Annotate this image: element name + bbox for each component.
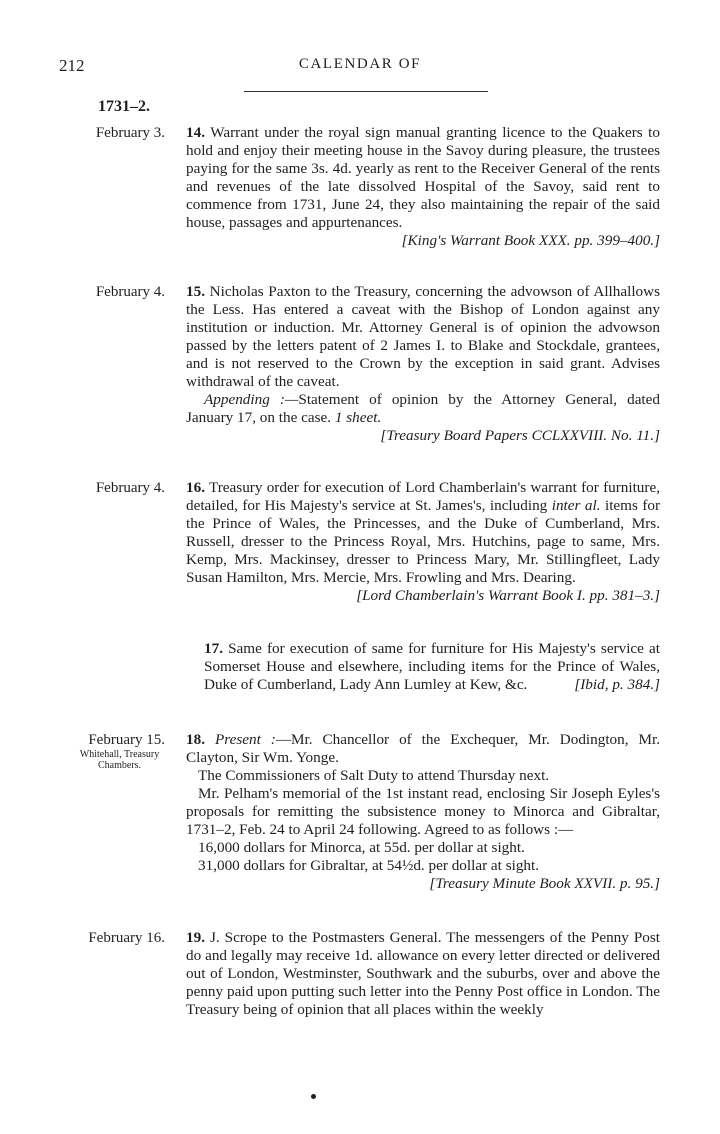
entry-citation: [Treasury Board Papers CCLXXVIII. No. 11.]	[380, 427, 660, 444]
entry-body	[186, 124, 660, 250]
inter-al: inter al.	[551, 497, 601, 514]
entry-date: February 4.	[95, 480, 165, 496]
entry-date: February 3.	[95, 125, 165, 141]
entry-date: February 4.	[95, 284, 165, 300]
present-label: Present :	[214, 731, 276, 748]
entry-body	[186, 283, 660, 445]
entry-body	[204, 640, 660, 694]
entry-text: Same for execution of same for furniture for His Majesty's service at Somerset House and elsewhere, including items for the Prince of Wales, Duke of Cumberland, Lady Ann Lumley at Kew, &c.	[204, 640, 660, 693]
entry-citation: [King's Warrant Book XXX. pp. 399–400.]	[401, 232, 660, 249]
page-dot	[311, 1094, 316, 1099]
entry-body	[186, 731, 660, 893]
entry-number: 18.	[186, 731, 205, 748]
entry-date: February 15.	[88, 732, 165, 748]
appending-sheet: 1 sheet.	[334, 409, 382, 426]
entry-text-cont: items for the Prince of Wales, the Princesses, and the Duke of Cumberland, Mrs. Russell, dresser to the Princess Royal, Mrs. Hutchins, page to same, Mrs. Kemp, Mrs. Mackinsey, dresser to Princess Mary, Mr. Stillingfleet, Lady Susan Hamilton, Mrs. Mercie, Mrs. Frowling and Mrs. Dearing.	[186, 497, 661, 586]
page-number: 212	[59, 56, 85, 75]
appending-label: Appending :—	[204, 391, 299, 408]
entry-citation: [Ibid, p. 384.]	[574, 676, 660, 693]
entry-place: Whitehall, Treasury Chambers.	[79, 749, 160, 771]
entry-body	[186, 479, 660, 605]
entry-number: 17.	[204, 640, 223, 657]
entry-date: February 16.	[88, 930, 165, 946]
appending-text: Statement of opinion by the Attorney General, dated January 17, on the case.	[186, 391, 660, 426]
entry-line: The Commissioners of Salt Duty to attend Thursday next.	[198, 767, 550, 784]
present-text: —Mr. Chancellor of the Exchequer, Mr. Dodington, Mr. Clayton, Sir Wm. Yonge.	[186, 731, 661, 766]
header-rule	[244, 91, 488, 92]
entry-line: Mr. Pelham's memorial of the 1st instant read, enclosing Sir Joseph Eyles's proposals for remitting the subsistence money to Minorca and Gibraltar, 1731–2, Feb. 24 to April 24 following. Agreed to as follows :—	[186, 785, 660, 838]
entry-text: J. Scrope to the Postmasters General. The messengers of the Penny Post do and legally may receive 1d. allowance on every letter directed or delivered out of London, Westminster, Southwark and the suburbs, over and above the penny paid upon putting such letter into the Penny Post office in London. The Treasury being of opinion that all places within the weekly	[186, 929, 661, 1018]
entry-number: 16.	[186, 479, 205, 496]
entry-text: Nicholas Paxton to the Treasury, concerning the advowson of Allhallows the Less. Has entered a caveat with the Bishop of London against any institution or induction. Mr. Attorney General is of opinion the advowson passed by the letters patent of 2 James I. to Blake and Stockdale, grantees, and is not reserved to the Crown by the exception in said grant. Advises withdrawal of the caveat.	[186, 283, 661, 390]
entry-body	[186, 929, 660, 1019]
entry-text: Treasury order for execution of Lord Chamberlain's warrant for furniture, detailed, for His Majesty's service at St. James's, including	[186, 479, 660, 514]
entry-item: 31,000 dollars for Gibraltar, at 54½d. per dollar at sight.	[198, 857, 540, 874]
entry-date-block	[60, 731, 165, 771]
year-heading: 1731–2.	[98, 98, 150, 115]
entry-text: Warrant under the royal sign manual granting licence to the Quakers to hold and enjoy their meeting house in the Savoy during pleasure, the trustees paying for the same 3s. 4d. yearly as rent to the Receiver General of the rents and revenues of the late dissolved Hospital of the Savoy, said rent to commence from 1731, June 24, they also maintaining the repair of the said house, passages and appurtenances.	[186, 124, 660, 231]
entry-number: 14.	[186, 124, 205, 141]
entry-citation: [Lord Chamberlain's Warrant Book I. pp. 381–3.]	[356, 587, 660, 604]
entry-item: 16,000 dollars for Minorca, at 55d. per dollar at sight.	[198, 839, 525, 856]
entry-citation: [Treasury Minute Book XXVII. p. 95.]	[429, 875, 660, 892]
running-title: CALENDAR OF	[298, 56, 422, 72]
entry-number: 15.	[186, 283, 205, 300]
entry-number: 19.	[186, 929, 205, 946]
